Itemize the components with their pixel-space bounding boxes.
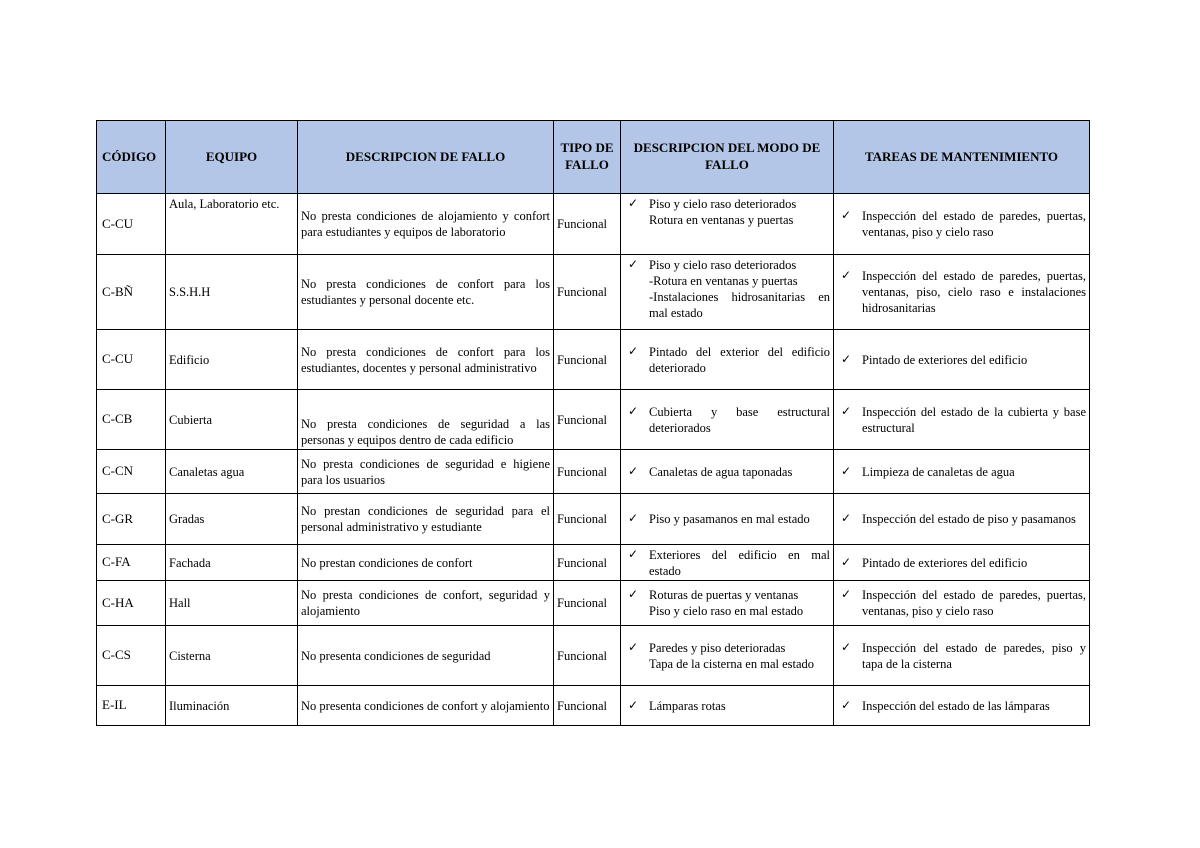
modo-check-item [624, 344, 830, 376]
tareas-cell [834, 626, 1090, 686]
equipo-cell: Gradas [166, 494, 298, 545]
modo-check-item [624, 587, 830, 619]
modo-cell [621, 194, 834, 255]
equipo-cell: Edificio [166, 330, 298, 390]
table-row [97, 255, 1090, 330]
checkmark-icon: ✓ [841, 403, 852, 418]
modo-line: Cubierta y base estructural deteriorados [649, 404, 830, 435]
header-tipo-fallo: TIPO DE FALLO [554, 121, 621, 194]
modo-cell [621, 255, 834, 330]
descripcion-cell: No presta condiciones de alojamiento y confort para estudiantes y equipos de laboratorio [298, 194, 554, 255]
modo-cell [621, 494, 834, 545]
tareas-cell [834, 330, 1090, 390]
modo-cell [621, 581, 834, 626]
table-row [97, 494, 1090, 545]
checkmark-icon: ✓ [841, 697, 852, 712]
table-row [97, 330, 1090, 390]
checkmark-icon: ✓ [628, 547, 639, 561]
modo-check-item [624, 464, 830, 480]
checkmark-icon: ✓ [841, 463, 852, 478]
tareas-check-item [837, 208, 1086, 240]
header-tareas: TAREAS DE MANTENIMIENTO [834, 121, 1090, 194]
modo-cell [621, 330, 834, 390]
tareas-text: Inspección del estado de paredes, piso y tapa de la cisterna [862, 640, 1086, 671]
table-header-row [97, 121, 1090, 194]
modo-check-item [624, 404, 830, 436]
descripcion-cell: No prestan condiciones de confort [298, 545, 554, 581]
descripcion-cell: No presta condiciones de confort, seguridad y alojamiento [298, 581, 554, 626]
modo-check-item [624, 257, 830, 321]
codigo-cell: C-CN [97, 450, 166, 494]
codigo-cell: C-CS [97, 626, 166, 686]
checkmark-icon: ✓ [628, 343, 639, 358]
tareas-check-item [837, 587, 1086, 619]
tareas-cell [834, 686, 1090, 726]
tareas-text: Inspección del estado de paredes, puertas, ventanas, piso, cielo raso e instalaciones hidrosanitarias [862, 269, 1086, 315]
modo-check-item [624, 698, 830, 714]
tipo-cell: Funcional [554, 255, 621, 330]
modo-cell [621, 390, 834, 450]
equipo-cell: Hall [166, 581, 298, 626]
tipo-cell: Funcional [554, 626, 621, 686]
table-row [97, 686, 1090, 726]
checkmark-icon: ✓ [841, 208, 852, 222]
checkmark-icon: ✓ [841, 511, 852, 525]
codigo-cell: C-BÑ [97, 255, 166, 330]
codigo-cell: C-GR [97, 494, 166, 545]
tareas-check-item [837, 352, 1086, 368]
table-row [97, 450, 1090, 494]
maintenance-table [96, 120, 1090, 726]
modo-line: Paredes y piso deterioradas [649, 640, 786, 655]
header-equipo: EQUIPO [166, 121, 298, 194]
modo-line: Lámparas rotas [649, 698, 726, 713]
tipo-cell: Funcional [554, 545, 621, 581]
descripcion-cell: No presenta condiciones de seguridad [298, 626, 554, 686]
modo-check-item [624, 640, 830, 672]
table-body [97, 194, 1090, 726]
header-descripcion-fallo: DESCRIPCION DE FALLO [298, 121, 554, 194]
tareas-check-item [837, 404, 1086, 436]
equipo-cell: Fachada [166, 545, 298, 581]
checkmark-icon: ✓ [628, 697, 639, 712]
tareas-check-item [837, 464, 1086, 480]
checkmark-icon: ✓ [628, 511, 639, 525]
checkmark-icon: ✓ [628, 196, 639, 210]
tipo-cell: Funcional [554, 194, 621, 255]
tareas-cell [834, 194, 1090, 255]
modo-check-item [624, 511, 830, 527]
modo-line: Tapa de la cisterna en mal estado [649, 656, 815, 671]
tareas-text: Inspección del estado de las lámparas [862, 698, 1050, 713]
equipo-cell: Cisterna [166, 626, 298, 686]
checkmark-icon: ✓ [628, 587, 639, 601]
checkmark-icon: ✓ [841, 639, 852, 654]
modo-cell [621, 626, 834, 686]
modo-line: Canaletas de agua taponadas [649, 464, 793, 479]
modo-line: Piso y cielo raso deteriorados [649, 197, 797, 211]
table-row [97, 545, 1090, 581]
checkmark-icon: ✓ [841, 554, 852, 569]
modo-line: Exteriores del edificio en mal estado [649, 548, 830, 578]
tareas-check-item [837, 511, 1086, 527]
equipo-cell: Aula, Laboratorio etc. [166, 194, 298, 255]
tareas-text: Pintado de exteriores del edificio [862, 352, 1028, 367]
checkmark-icon: ✓ [628, 257, 639, 271]
modo-cell [621, 545, 834, 581]
tipo-cell: Funcional [554, 686, 621, 726]
checkmark-icon: ✓ [841, 268, 852, 282]
descripcion-cell: No prestan condiciones de seguridad para el personal administrativo y estudiante [298, 494, 554, 545]
tareas-cell [834, 581, 1090, 626]
codigo-cell: C-HA [97, 581, 166, 626]
codigo-cell: C-CB [97, 390, 166, 450]
equipo-cell: Canaletas agua [166, 450, 298, 494]
tareas-text: Limpieza de canaletas de agua [862, 464, 1015, 479]
tareas-cell [834, 494, 1090, 545]
table-row [97, 390, 1090, 450]
table-row [97, 581, 1090, 626]
modo-check-item [624, 547, 830, 579]
tareas-text: Inspección del estado de la cubierta y base estructural [862, 404, 1086, 435]
modo-cell [621, 686, 834, 726]
table-row [97, 626, 1090, 686]
checkmark-icon: ✓ [841, 587, 852, 601]
modo-line: Rotura en ventanas y puertas [649, 213, 794, 227]
tipo-cell: Funcional [554, 581, 621, 626]
tareas-check-item [837, 698, 1086, 714]
modo-line: -Instalaciones hidrosanitarias en mal estado [649, 290, 830, 320]
codigo-cell: E-IL [97, 686, 166, 726]
tareas-text: Inspección del estado de paredes, puertas, ventanas, piso y cielo raso [862, 588, 1086, 618]
codigo-cell: C-CU [97, 194, 166, 255]
modo-cell [621, 450, 834, 494]
descripcion-cell: No presta condiciones de seguridad a las personas y equipos dentro de cada edificio [298, 390, 554, 450]
modo-line: Piso y pasamanos en mal estado [649, 512, 810, 526]
modo-line: Piso y cielo raso deteriorados [649, 258, 797, 272]
tareas-check-item [837, 640, 1086, 672]
tipo-cell: Funcional [554, 330, 621, 390]
tareas-cell [834, 255, 1090, 330]
tareas-cell [834, 545, 1090, 581]
descripcion-cell: No presta condiciones de seguridad e higiene para los usuarios [298, 450, 554, 494]
descripcion-cell: No presta condiciones de confort para los estudiantes y personal docente etc. [298, 255, 554, 330]
header-modo-fallo: DESCRIPCION DEL MODO DE FALLO [621, 121, 834, 194]
modo-line: Roturas de puertas y ventanas [649, 588, 799, 602]
tareas-text: Inspección del estado de piso y pasamanos [862, 512, 1076, 526]
descripcion-cell: No presta condiciones de confort para los estudiantes, docentes y personal administrativo [298, 330, 554, 390]
modo-line: Pintado del exterior del edificio deteriorado [649, 344, 830, 375]
tareas-text: Inspección del estado de paredes, puertas, ventanas, piso y cielo raso [862, 209, 1086, 239]
tipo-cell: Funcional [554, 450, 621, 494]
codigo-cell: C-FA [97, 545, 166, 581]
equipo-cell: S.S.H.H [166, 255, 298, 330]
header-codigo: CÓDIGO [97, 121, 166, 194]
checkmark-icon: ✓ [628, 639, 639, 654]
modo-check-item [624, 196, 830, 228]
tareas-check-item [837, 268, 1086, 316]
modo-line: -Rotura en ventanas y puertas [649, 274, 798, 288]
equipo-cell: Cubierta [166, 390, 298, 450]
tareas-cell [834, 390, 1090, 450]
descripcion-cell: No presenta condiciones de confort y alojamiento [298, 686, 554, 726]
table-row [97, 194, 1090, 255]
tipo-cell: Funcional [554, 390, 621, 450]
tipo-cell: Funcional [554, 494, 621, 545]
checkmark-icon: ✓ [628, 403, 639, 418]
equipo-cell: Iluminación [166, 686, 298, 726]
tareas-text: Pintado de exteriores del edificio [862, 555, 1028, 570]
modo-line: Piso y cielo raso en mal estado [649, 604, 804, 618]
checkmark-icon: ✓ [628, 463, 639, 478]
tareas-cell [834, 450, 1090, 494]
tareas-check-item [837, 555, 1086, 571]
checkmark-icon: ✓ [841, 351, 852, 366]
codigo-cell: C-CU [97, 330, 166, 390]
